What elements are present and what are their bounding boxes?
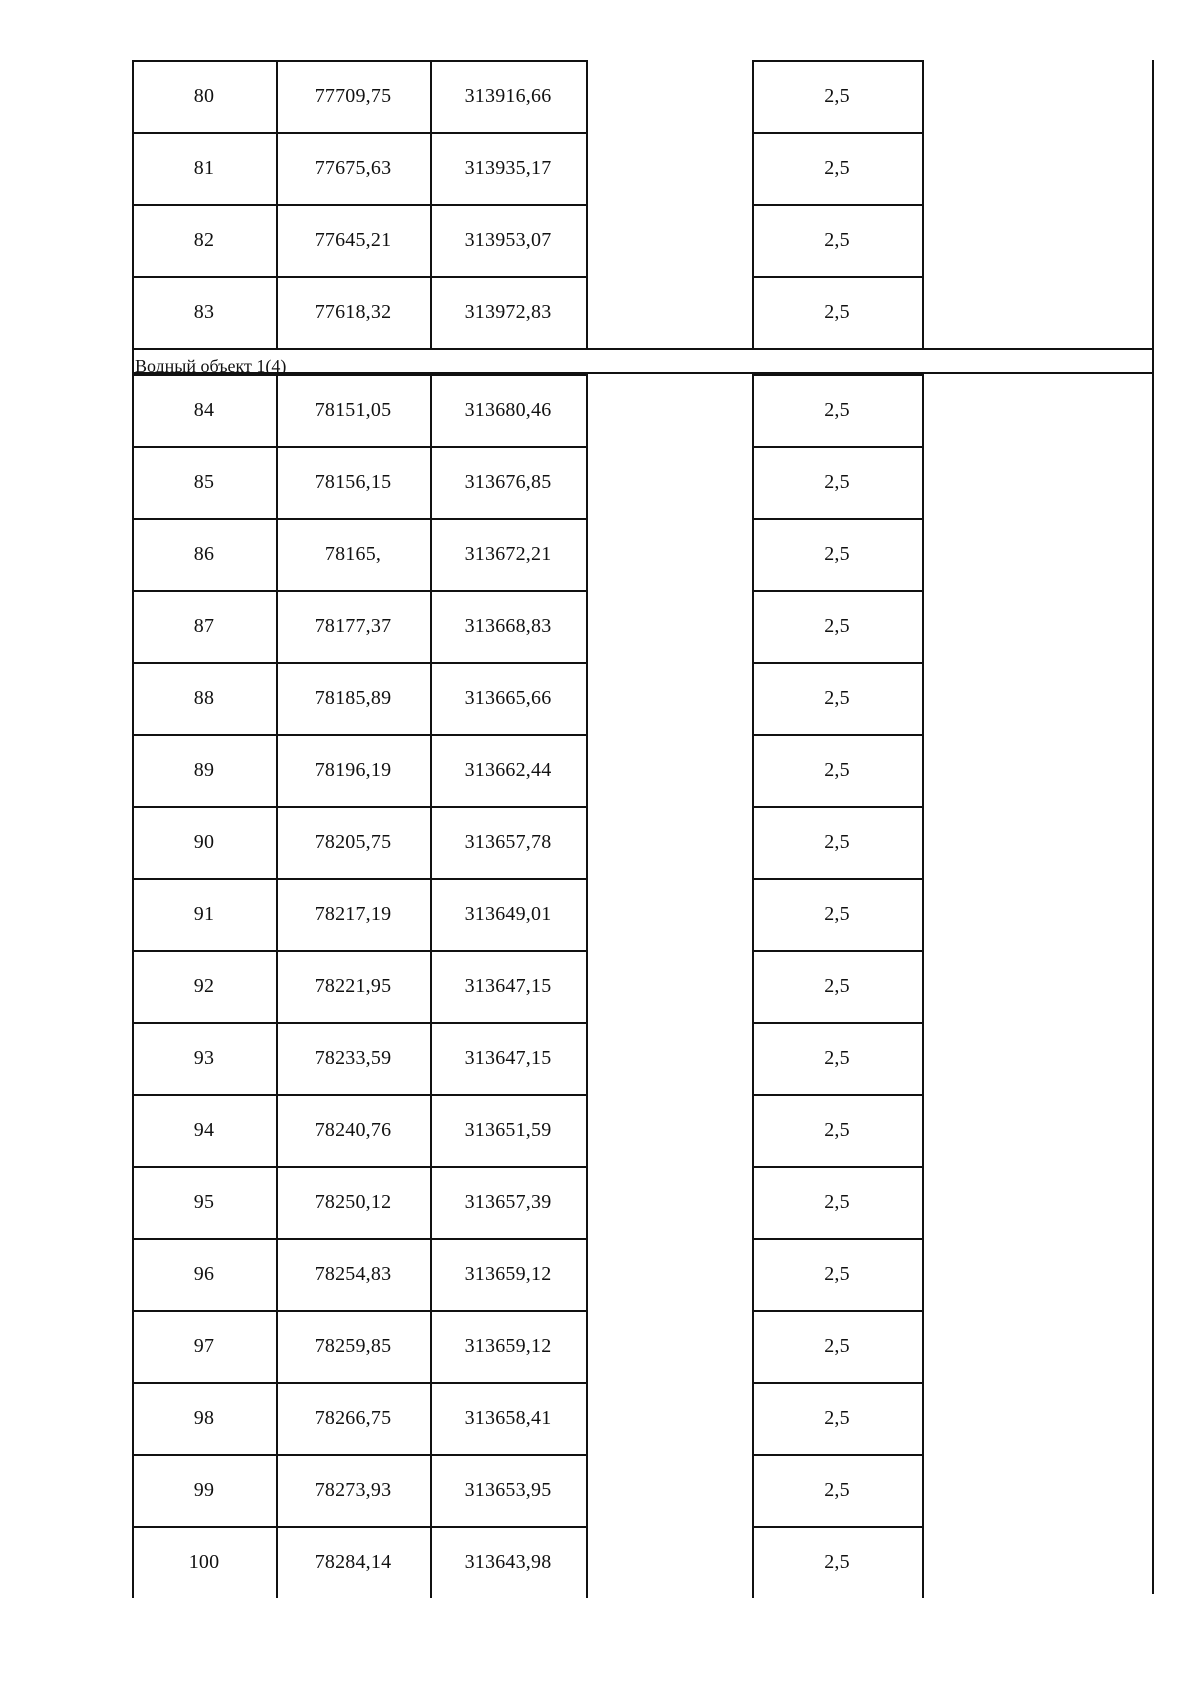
cell-num: 99 (193, 1478, 215, 1501)
cell-y: 313916,66 (464, 84, 552, 107)
cell-y: 313935,17 (464, 156, 552, 179)
cell-val: 2,5 (824, 300, 850, 323)
cell-num: 92 (193, 974, 215, 997)
cell-val: 2,5 (824, 1118, 850, 1141)
cell-val: 2,5 (824, 1550, 850, 1573)
cell-num: 90 (193, 830, 215, 853)
cell-val: 2,5 (824, 1046, 850, 1069)
column-rule (132, 60, 134, 348)
cell-x: 78177,37 (314, 614, 392, 637)
column-rule (430, 374, 432, 1598)
cell-y: 313657,78 (464, 830, 552, 853)
cell-y: 313676,85 (464, 470, 552, 493)
cell-val: 2,5 (824, 902, 850, 925)
cell-x: 77645,21 (314, 228, 392, 251)
right-border (1152, 60, 1154, 348)
right-border (1152, 374, 1154, 1594)
cell-val: 2,5 (824, 1262, 850, 1285)
section-label: Водный объект 1(4) (135, 356, 287, 376)
cell-x: 78151,05 (314, 398, 392, 421)
cell-val: 2,5 (824, 156, 850, 179)
cell-num: 89 (193, 758, 215, 781)
cell-x: 78284,14 (314, 1550, 392, 1573)
cell-y: 313659,12 (464, 1334, 552, 1357)
cell-x: 77618,32 (314, 300, 392, 323)
cell-val: 2,5 (824, 1406, 850, 1429)
cell-num: 80 (193, 84, 215, 107)
column-rule (922, 60, 924, 348)
cell-y: 313649,01 (464, 902, 552, 925)
cell-x: 78217,19 (314, 902, 392, 925)
cell-num: 96 (193, 1262, 215, 1285)
cell-y: 313665,66 (464, 686, 552, 709)
cell-x: 78165, (324, 542, 382, 565)
column-rule (752, 60, 754, 348)
cell-x: 78156,15 (314, 470, 392, 493)
cell-val: 2,5 (824, 830, 850, 853)
section-right-edge (1152, 348, 1154, 374)
cell-y: 313672,21 (464, 542, 552, 565)
cell-num: 81 (193, 156, 215, 179)
cell-x: 78259,85 (314, 1334, 392, 1357)
column-rule (430, 60, 432, 348)
cell-val: 2,5 (824, 758, 850, 781)
cell-val: 2,5 (824, 542, 850, 565)
column-rule (132, 348, 134, 374)
cell-y: 313647,15 (464, 974, 552, 997)
cell-y: 313680,46 (464, 398, 552, 421)
cell-x: 78240,76 (314, 1118, 392, 1141)
cell-num: 98 (193, 1406, 215, 1429)
column-rule (276, 60, 278, 348)
column-rule (586, 374, 588, 1598)
cell-val: 2,5 (824, 614, 850, 637)
cell-x: 77709,75 (314, 84, 392, 107)
cell-num: 86 (193, 542, 215, 565)
cell-x: 78185,89 (314, 686, 392, 709)
cell-val: 2,5 (824, 1190, 850, 1213)
cell-x: 78273,93 (314, 1478, 392, 1501)
cell-x: 78266,75 (314, 1406, 392, 1429)
cell-y: 313972,83 (464, 300, 552, 323)
cell-num: 94 (193, 1118, 215, 1141)
cell-x: 77675,63 (314, 156, 392, 179)
cell-x: 78196,19 (314, 758, 392, 781)
cell-val: 2,5 (824, 470, 850, 493)
cell-num: 95 (193, 1190, 215, 1213)
cell-y: 313668,83 (464, 614, 552, 637)
column-rule (276, 374, 278, 1598)
cell-val: 2,5 (824, 398, 850, 421)
cell-y: 313659,12 (464, 1262, 552, 1285)
cell-x: 78221,95 (314, 974, 392, 997)
cell-x: 78205,75 (314, 830, 392, 853)
column-rule (132, 374, 134, 1598)
cell-num: 83 (193, 300, 215, 323)
cell-val: 2,5 (824, 1334, 850, 1357)
column-rule (752, 374, 754, 1598)
cell-val: 2,5 (824, 228, 850, 251)
cell-y: 313643,98 (464, 1550, 552, 1573)
cell-y: 313658,41 (464, 1406, 552, 1429)
cell-x: 78233,59 (314, 1046, 392, 1069)
cell-y: 313647,15 (464, 1046, 552, 1069)
cell-num: 93 (193, 1046, 215, 1069)
cell-val: 2,5 (824, 84, 850, 107)
cell-num: 87 (193, 614, 215, 637)
cell-y: 313657,39 (464, 1190, 552, 1213)
cell-num: 100 (188, 1550, 220, 1573)
cell-y: 313651,59 (464, 1118, 552, 1141)
column-rule (586, 60, 588, 348)
cell-num: 84 (193, 398, 215, 421)
cell-val: 2,5 (824, 974, 850, 997)
cell-y: 313653,95 (464, 1478, 552, 1501)
cell-val: 2,5 (824, 1478, 850, 1501)
cell-num: 82 (193, 228, 215, 251)
cell-num: 88 (193, 686, 215, 709)
cell-y: 313662,44 (464, 758, 552, 781)
cell-num: 97 (193, 1334, 215, 1357)
cell-num: 91 (193, 902, 215, 925)
section-rule-top (132, 348, 1152, 350)
cell-x: 78254,83 (314, 1262, 392, 1285)
column-rule (922, 374, 924, 1598)
cell-val: 2,5 (824, 686, 850, 709)
cell-num: 85 (193, 470, 215, 493)
cell-x: 78250,12 (314, 1190, 392, 1213)
cell-y: 313953,07 (464, 228, 552, 251)
